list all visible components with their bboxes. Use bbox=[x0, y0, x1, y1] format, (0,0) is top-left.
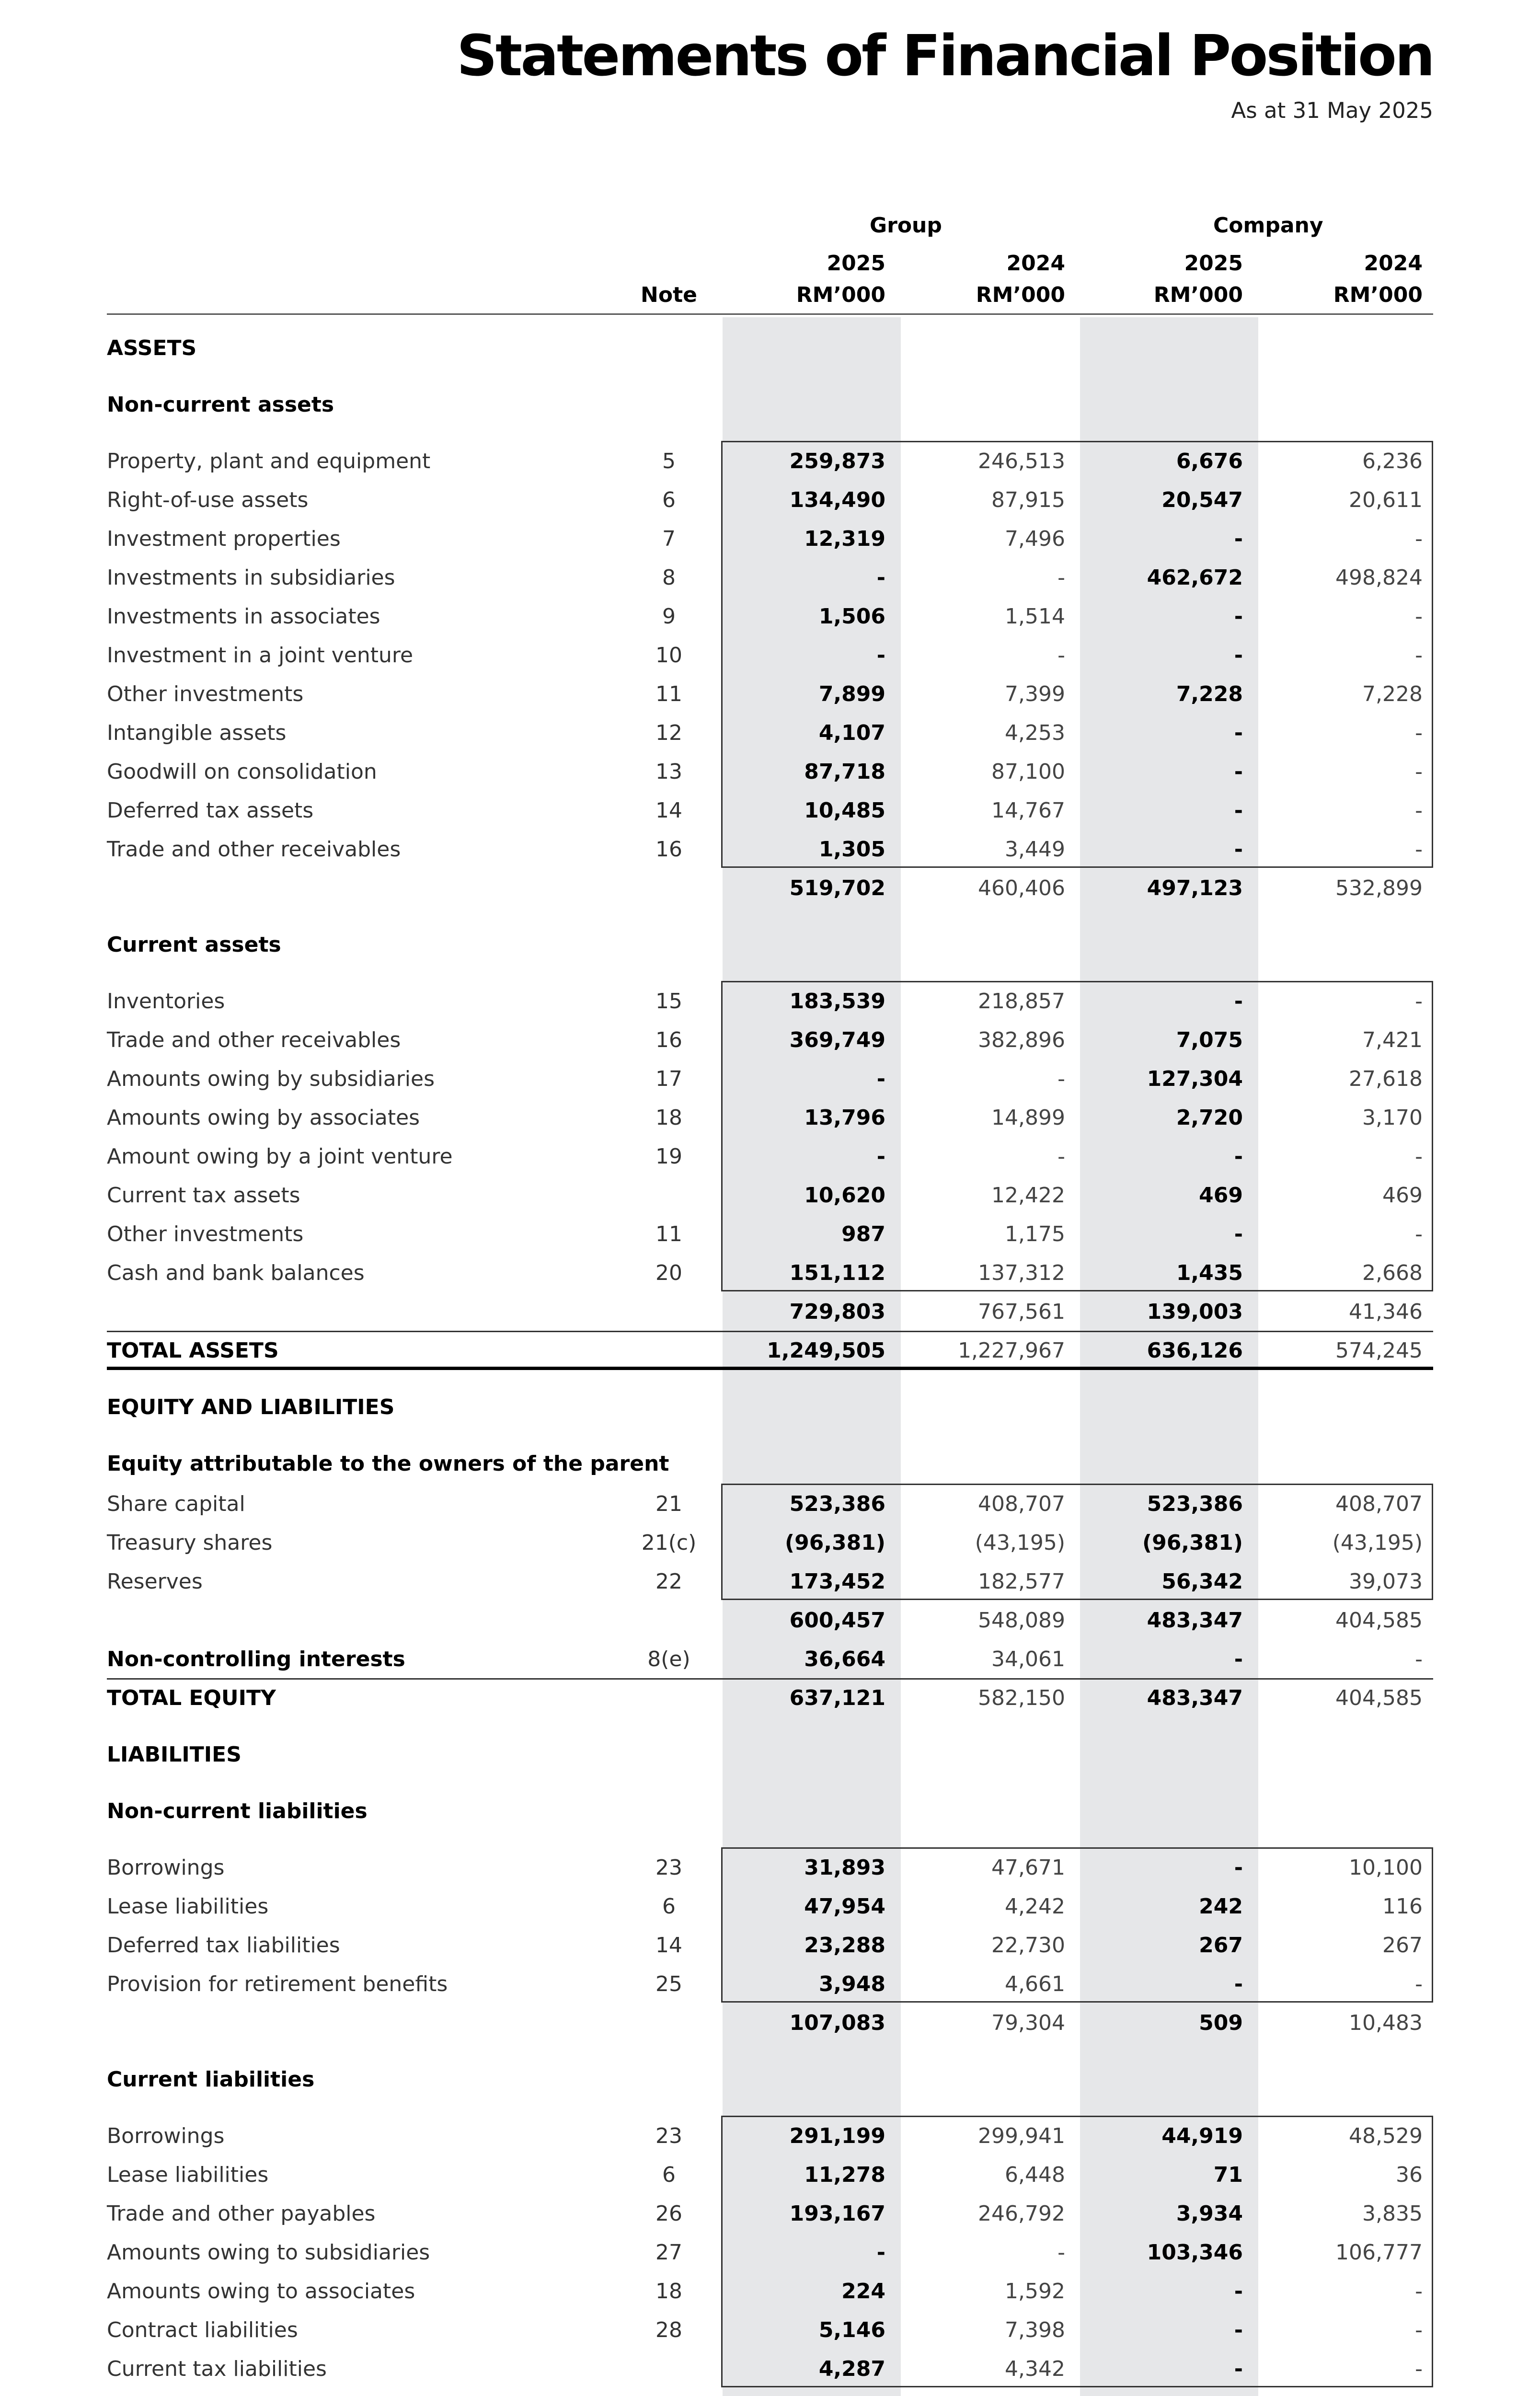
value-g25: 1,506 bbox=[818, 604, 885, 629]
value-c25: - bbox=[1234, 1855, 1243, 1880]
value-g25: 31,893 bbox=[804, 1855, 885, 1880]
value-g25: 600,457 bbox=[789, 1608, 885, 1633]
row-label: Non-current liabilities bbox=[107, 1799, 368, 1823]
row-label: Deferred tax liabilities bbox=[107, 1933, 340, 1958]
row-label: Amounts owing by associates bbox=[107, 1106, 420, 1130]
value-g24: - bbox=[1057, 643, 1065, 668]
row-label: Borrowings bbox=[107, 2124, 225, 2148]
value-g25: 987 bbox=[841, 1222, 885, 1246]
value-c24: 48,529 bbox=[1349, 2124, 1423, 2148]
value-g25: 87,718 bbox=[804, 760, 885, 784]
row-note: 10 bbox=[655, 643, 682, 668]
value-g24: 767,561 bbox=[978, 1300, 1065, 1324]
value-g24: 218,857 bbox=[978, 989, 1065, 1014]
value-c25: 103,346 bbox=[1147, 2240, 1243, 2265]
value-c25: 44,919 bbox=[1161, 2124, 1243, 2148]
row-label: ASSETS bbox=[107, 336, 197, 360]
row-label: Goodwill on consolidation bbox=[107, 760, 377, 784]
row-label: Investment in a joint venture bbox=[107, 643, 414, 668]
row-label: Right-of-use assets bbox=[107, 488, 309, 512]
value-g24: 79,304 bbox=[991, 2011, 1065, 2035]
value-g25: 107,083 bbox=[789, 2011, 885, 2035]
value-g24: - bbox=[1057, 1144, 1065, 1169]
value-g24: 3,449 bbox=[1005, 837, 1065, 862]
total-top-rule bbox=[107, 1331, 1433, 1332]
value-c25: - bbox=[1234, 760, 1243, 784]
value-c24: - bbox=[1415, 1647, 1423, 1671]
row-label: Lease liabilities bbox=[107, 1894, 269, 1919]
value-g25: 173,452 bbox=[789, 1569, 885, 1594]
value-c25: - bbox=[1234, 1647, 1243, 1671]
value-c25: 71 bbox=[1213, 2163, 1243, 2187]
value-g24: 299,941 bbox=[978, 2124, 1065, 2148]
value-g25: - bbox=[876, 1144, 885, 1169]
row-label: Property, plant and equipment bbox=[107, 449, 431, 473]
row-note: 25 bbox=[655, 1972, 682, 1996]
value-c25: 523,386 bbox=[1147, 1492, 1243, 1516]
value-g24: 246,792 bbox=[978, 2201, 1065, 2226]
subtotal-row bbox=[0, 869, 1540, 908]
row-label: Trade and other receivables bbox=[107, 837, 401, 862]
value-c24: 469 bbox=[1382, 1183, 1423, 1208]
value-g24: 87,100 bbox=[991, 760, 1065, 784]
value-c24: 2,668 bbox=[1362, 1261, 1423, 1285]
value-c24: 6,236 bbox=[1362, 449, 1423, 473]
value-c24: 116 bbox=[1382, 1894, 1423, 1919]
row-note: 17 bbox=[655, 1067, 682, 1091]
value-g25: 1,249,505 bbox=[767, 1338, 885, 1363]
value-c24: 10,483 bbox=[1349, 2011, 1423, 2035]
value-g25: 193,167 bbox=[789, 2201, 885, 2226]
value-g24: 246,513 bbox=[978, 449, 1065, 473]
value-c25: 6,676 bbox=[1176, 449, 1243, 473]
value-c24: - bbox=[1415, 604, 1423, 629]
value-g24: 6,448 bbox=[1005, 2163, 1065, 2187]
table-row bbox=[0, 1640, 1540, 1679]
value-g25: 4,287 bbox=[818, 2357, 885, 2381]
value-g24: 1,227,967 bbox=[958, 1338, 1065, 1363]
group-2024-unit-header: RM’000 bbox=[976, 283, 1065, 307]
row-note: 16 bbox=[655, 1028, 682, 1052]
value-c24: 27,618 bbox=[1349, 1067, 1423, 1091]
company-column-header: Company bbox=[1213, 213, 1323, 238]
value-c24: - bbox=[1415, 760, 1423, 784]
value-g24: 4,253 bbox=[1005, 721, 1065, 745]
value-c25: 469 bbox=[1199, 1183, 1243, 1208]
group-2025-unit-header: RM’000 bbox=[796, 283, 885, 307]
value-g24: - bbox=[1057, 1067, 1065, 1091]
value-g25: 259,873 bbox=[789, 449, 885, 473]
row-note: 27 bbox=[655, 2240, 682, 2265]
value-g25: 7,899 bbox=[818, 682, 885, 706]
header-divider bbox=[107, 313, 1433, 315]
value-c24: 7,228 bbox=[1362, 682, 1423, 706]
value-g24: 460,406 bbox=[978, 876, 1065, 900]
value-g24: - bbox=[1057, 2240, 1065, 2265]
row-note: 23 bbox=[655, 1855, 682, 1880]
value-g24: 4,342 bbox=[1005, 2357, 1065, 2381]
value-c24: 7,421 bbox=[1362, 1028, 1423, 1052]
value-c25: 56,342 bbox=[1161, 1569, 1243, 1594]
section-heading bbox=[0, 1388, 1540, 1427]
row-label: Investments in subsidiaries bbox=[107, 565, 395, 590]
row-note: 6 bbox=[662, 1894, 676, 1919]
row-label: Share capital bbox=[107, 1492, 245, 1516]
row-label: Trade and other payables bbox=[107, 2201, 376, 2226]
value-g24: 87,915 bbox=[991, 488, 1065, 512]
value-g25: 291,199 bbox=[789, 2124, 885, 2148]
value-g25: 1,305 bbox=[818, 837, 885, 862]
company-2025-unit-header: RM’000 bbox=[1153, 283, 1243, 307]
value-c25: - bbox=[1234, 1144, 1243, 1169]
value-c24: - bbox=[1415, 989, 1423, 1014]
row-note: 13 bbox=[655, 760, 682, 784]
value-g25: 151,112 bbox=[789, 1261, 885, 1285]
row-label: Other investments bbox=[107, 1222, 304, 1246]
value-g25: 183,539 bbox=[789, 989, 885, 1014]
row-label: Non-controlling interests bbox=[107, 1647, 405, 1671]
value-c24: 404,585 bbox=[1335, 1608, 1423, 1633]
value-c24: 404,585 bbox=[1335, 1686, 1423, 1710]
value-g25: 134,490 bbox=[789, 488, 885, 512]
value-g25: 523,386 bbox=[789, 1492, 885, 1516]
value-c24: 267 bbox=[1382, 1933, 1423, 1958]
value-c25: 127,304 bbox=[1147, 1067, 1243, 1091]
value-c25: 7,075 bbox=[1176, 1028, 1243, 1052]
value-g24: 1,514 bbox=[1005, 604, 1065, 629]
subtotal-row bbox=[0, 2004, 1540, 2043]
subsection-heading bbox=[0, 2061, 1540, 2099]
value-c25: 636,126 bbox=[1147, 1338, 1243, 1363]
value-c25: - bbox=[1234, 1222, 1243, 1246]
row-label: Contract liabilities bbox=[107, 2318, 298, 2342]
value-g24: 548,089 bbox=[978, 1608, 1065, 1633]
row-note: 8(e) bbox=[647, 1647, 690, 1671]
row-label: Current tax assets bbox=[107, 1183, 300, 1208]
value-c25: - bbox=[1234, 2357, 1243, 2381]
value-g24: 1,592 bbox=[1005, 2279, 1065, 2304]
value-g25: 5,146 bbox=[818, 2318, 885, 2342]
row-label: TOTAL ASSETS bbox=[107, 1338, 279, 1363]
value-g24: 22,730 bbox=[991, 1933, 1065, 1958]
row-note: 23 bbox=[655, 2124, 682, 2148]
row-label: Current tax liabilities bbox=[107, 2357, 327, 2381]
row-note: 22 bbox=[655, 1569, 682, 1594]
value-c24: 3,170 bbox=[1362, 1106, 1423, 1130]
row-label: Trade and other receivables bbox=[107, 1028, 401, 1052]
figures-box bbox=[721, 441, 1433, 868]
row-label: Amount owing by a joint venture bbox=[107, 1144, 453, 1169]
value-c24: 408,707 bbox=[1335, 1492, 1423, 1516]
row-label: Cash and bank balances bbox=[107, 1261, 365, 1285]
value-c25: 7,228 bbox=[1176, 682, 1243, 706]
value-g24: 4,242 bbox=[1005, 1894, 1065, 1919]
value-g24: 34,061 bbox=[991, 1647, 1065, 1671]
row-note: 18 bbox=[655, 1106, 682, 1130]
value-c24: - bbox=[1415, 2357, 1423, 2381]
value-c24: 20,611 bbox=[1349, 488, 1423, 512]
value-g24: 7,399 bbox=[1005, 682, 1065, 706]
row-label: Amounts owing to associates bbox=[107, 2279, 415, 2304]
subtotal-row bbox=[0, 1293, 1540, 1332]
row-note: 8 bbox=[662, 565, 676, 590]
value-g25: - bbox=[876, 1067, 885, 1091]
value-g24: 382,896 bbox=[978, 1028, 1065, 1052]
value-c25: 20,547 bbox=[1161, 488, 1243, 512]
value-c24: 3,835 bbox=[1362, 2201, 1423, 2226]
value-g25: 11,278 bbox=[804, 2163, 885, 2187]
value-c24: 532,899 bbox=[1335, 876, 1423, 900]
row-label: Provision for retirement benefits bbox=[107, 1972, 448, 1996]
value-c25: - bbox=[1234, 837, 1243, 862]
table-header bbox=[0, 0, 1540, 316]
value-c25: 509 bbox=[1199, 2011, 1243, 2035]
value-c25: - bbox=[1234, 2318, 1243, 2342]
company-2025-year-header: 2025 bbox=[1184, 251, 1243, 276]
value-g24: 4,661 bbox=[1005, 1972, 1065, 1996]
value-g24: 47,671 bbox=[991, 1855, 1065, 1880]
value-c25: 2,720 bbox=[1176, 1106, 1243, 1130]
value-g25: (96,381) bbox=[784, 1531, 885, 1555]
row-label: Investments in associates bbox=[107, 604, 380, 629]
value-g24: 1,175 bbox=[1005, 1222, 1065, 1246]
total-top-rule bbox=[107, 1678, 1433, 1680]
total-bottom-rule bbox=[107, 1367, 1433, 1370]
value-c25: (96,381) bbox=[1142, 1531, 1243, 1555]
value-g24: 7,398 bbox=[1005, 2318, 1065, 2342]
row-note: 9 bbox=[662, 604, 676, 629]
value-g25: 10,485 bbox=[804, 798, 885, 823]
row-label: Borrowings bbox=[107, 1855, 225, 1880]
subsection-heading bbox=[0, 386, 1540, 425]
group-column-header: Group bbox=[870, 213, 942, 238]
row-label: Equity attributable to the owners of the parent bbox=[107, 1451, 669, 1476]
value-c24: 106,777 bbox=[1335, 2240, 1423, 2265]
value-g24: 12,422 bbox=[991, 1183, 1065, 1208]
row-note: 21 bbox=[655, 1492, 682, 1516]
value-g25: 369,749 bbox=[789, 1028, 885, 1052]
value-g24: 582,150 bbox=[978, 1686, 1065, 1710]
value-c24: - bbox=[1415, 2279, 1423, 2304]
row-note: 18 bbox=[655, 2279, 682, 2304]
value-g25: 224 bbox=[841, 2279, 885, 2304]
figures-box bbox=[721, 2116, 1433, 2387]
row-note: 6 bbox=[662, 2163, 676, 2187]
row-label: Amounts owing by subsidiaries bbox=[107, 1067, 435, 1091]
value-g25: - bbox=[876, 2240, 885, 2265]
value-g25: 519,702 bbox=[789, 876, 885, 900]
value-c25: 483,347 bbox=[1147, 1608, 1243, 1633]
value-c25: 497,123 bbox=[1147, 876, 1243, 900]
value-c25: - bbox=[1234, 643, 1243, 668]
row-label: Current liabilities bbox=[107, 2067, 315, 2092]
subtotal-row bbox=[0, 1601, 1540, 1640]
value-g25: 36,664 bbox=[804, 1647, 885, 1671]
page-title: Statements of Financial Position bbox=[456, 23, 1433, 89]
figures-box bbox=[721, 981, 1433, 1291]
value-g24: 137,312 bbox=[978, 1261, 1065, 1285]
value-c24: 10,100 bbox=[1349, 1855, 1423, 1880]
value-c24: - bbox=[1415, 1222, 1423, 1246]
value-c24: - bbox=[1415, 798, 1423, 823]
value-c25: 462,672 bbox=[1147, 565, 1243, 590]
row-label: Intangible assets bbox=[107, 721, 287, 745]
row-label: Inventories bbox=[107, 989, 225, 1014]
total-row bbox=[0, 1332, 1540, 1371]
company-2024-unit-header: RM’000 bbox=[1333, 283, 1423, 307]
row-note: 16 bbox=[655, 837, 682, 862]
value-c25: - bbox=[1234, 989, 1243, 1014]
value-c24: - bbox=[1415, 721, 1423, 745]
subsection-heading bbox=[0, 926, 1540, 965]
row-note: 14 bbox=[655, 1933, 682, 1958]
value-c24: 36 bbox=[1396, 2163, 1423, 2187]
row-label: Deferred tax assets bbox=[107, 798, 314, 823]
value-c25: 3,934 bbox=[1176, 2201, 1243, 2226]
row-note: 11 bbox=[655, 1222, 682, 1246]
value-c25: - bbox=[1234, 798, 1243, 823]
statement-date: As at 31 May 2025 bbox=[1231, 98, 1433, 123]
row-note: 21(c) bbox=[641, 1531, 697, 1555]
row-note: 6 bbox=[662, 488, 676, 512]
row-label: Lease liabilities bbox=[107, 2163, 269, 2187]
value-g25: 4,107 bbox=[818, 721, 885, 745]
value-c24: (43,195) bbox=[1332, 1531, 1423, 1555]
value-g24: - bbox=[1057, 565, 1065, 590]
value-c25: 139,003 bbox=[1147, 1300, 1243, 1324]
value-c24: - bbox=[1415, 2318, 1423, 2342]
total-row bbox=[0, 1679, 1540, 1718]
row-label: Amounts owing to subsidiaries bbox=[107, 2240, 430, 2265]
subsection-heading bbox=[0, 1792, 1540, 1831]
company-2024-year-header: 2024 bbox=[1364, 251, 1423, 276]
value-c25: 483,347 bbox=[1147, 1686, 1243, 1710]
value-g25: 23,288 bbox=[804, 1933, 885, 1958]
row-label: EQUITY AND LIABILITIES bbox=[107, 1395, 395, 1419]
row-label: Reserves bbox=[107, 1569, 203, 1594]
value-g25: 3,948 bbox=[818, 1972, 885, 1996]
value-c25: 1,435 bbox=[1176, 1261, 1243, 1285]
value-c24: 39,073 bbox=[1349, 1569, 1423, 1594]
group-2025-year-header: 2025 bbox=[827, 251, 885, 276]
row-label: Investment properties bbox=[107, 527, 341, 551]
note-column-header: Note bbox=[641, 283, 697, 307]
row-label: Other investments bbox=[107, 682, 304, 706]
row-label: Current assets bbox=[107, 933, 281, 957]
row-note: 28 bbox=[655, 2318, 682, 2342]
figures-box bbox=[721, 1484, 1433, 1600]
value-g24: 408,707 bbox=[978, 1492, 1065, 1516]
row-note: 15 bbox=[655, 989, 682, 1014]
figures-box bbox=[721, 1847, 1433, 2003]
subsection-heading bbox=[0, 1445, 1540, 1484]
value-c25: - bbox=[1234, 1972, 1243, 1996]
value-c25: - bbox=[1234, 721, 1243, 745]
value-c25: - bbox=[1234, 527, 1243, 551]
row-label: Treasury shares bbox=[107, 1531, 273, 1555]
value-g24: (43,195) bbox=[975, 1531, 1065, 1555]
row-note: 11 bbox=[655, 682, 682, 706]
value-g25: 729,803 bbox=[789, 1300, 885, 1324]
row-note: 12 bbox=[655, 721, 682, 745]
value-g25: - bbox=[876, 643, 885, 668]
row-note: 5 bbox=[662, 449, 676, 473]
value-c24: - bbox=[1415, 1972, 1423, 1996]
value-g25: 637,121 bbox=[789, 1686, 885, 1710]
value-g24: 14,899 bbox=[991, 1106, 1065, 1130]
row-label: TOTAL EQUITY bbox=[107, 1686, 276, 1710]
value-c25: 242 bbox=[1199, 1894, 1243, 1919]
value-c24: 574,245 bbox=[1335, 1338, 1423, 1363]
section-heading bbox=[0, 1736, 1540, 1774]
value-c25: 267 bbox=[1199, 1933, 1243, 1958]
value-g25: 13,796 bbox=[804, 1106, 885, 1130]
row-note: 19 bbox=[655, 1144, 682, 1169]
value-g24: 7,496 bbox=[1005, 527, 1065, 551]
section-heading bbox=[0, 329, 1540, 368]
row-label: Non-current assets bbox=[107, 392, 334, 417]
row-note: 7 bbox=[662, 527, 676, 551]
value-g25: 47,954 bbox=[804, 1894, 885, 1919]
group-2024-year-header: 2024 bbox=[1006, 251, 1065, 276]
value-c24: 41,346 bbox=[1349, 1300, 1423, 1324]
row-label: LIABILITIES bbox=[107, 1742, 241, 1767]
value-g24: 14,767 bbox=[991, 798, 1065, 823]
value-c24: - bbox=[1415, 837, 1423, 862]
value-g25: 10,620 bbox=[804, 1183, 885, 1208]
value-c24: - bbox=[1415, 1144, 1423, 1169]
value-c25: - bbox=[1234, 2279, 1243, 2304]
value-c24: - bbox=[1415, 527, 1423, 551]
subtotal-row bbox=[0, 2389, 1540, 2396]
value-g24: 182,577 bbox=[978, 1569, 1065, 1594]
value-c24: 498,824 bbox=[1335, 565, 1423, 590]
value-c24: - bbox=[1415, 643, 1423, 668]
row-note: 20 bbox=[655, 1261, 682, 1285]
value-g25: 12,319 bbox=[804, 527, 885, 551]
value-c25: - bbox=[1234, 604, 1243, 629]
row-note: 14 bbox=[655, 798, 682, 823]
row-note: 26 bbox=[655, 2201, 682, 2226]
value-g25: - bbox=[876, 565, 885, 590]
